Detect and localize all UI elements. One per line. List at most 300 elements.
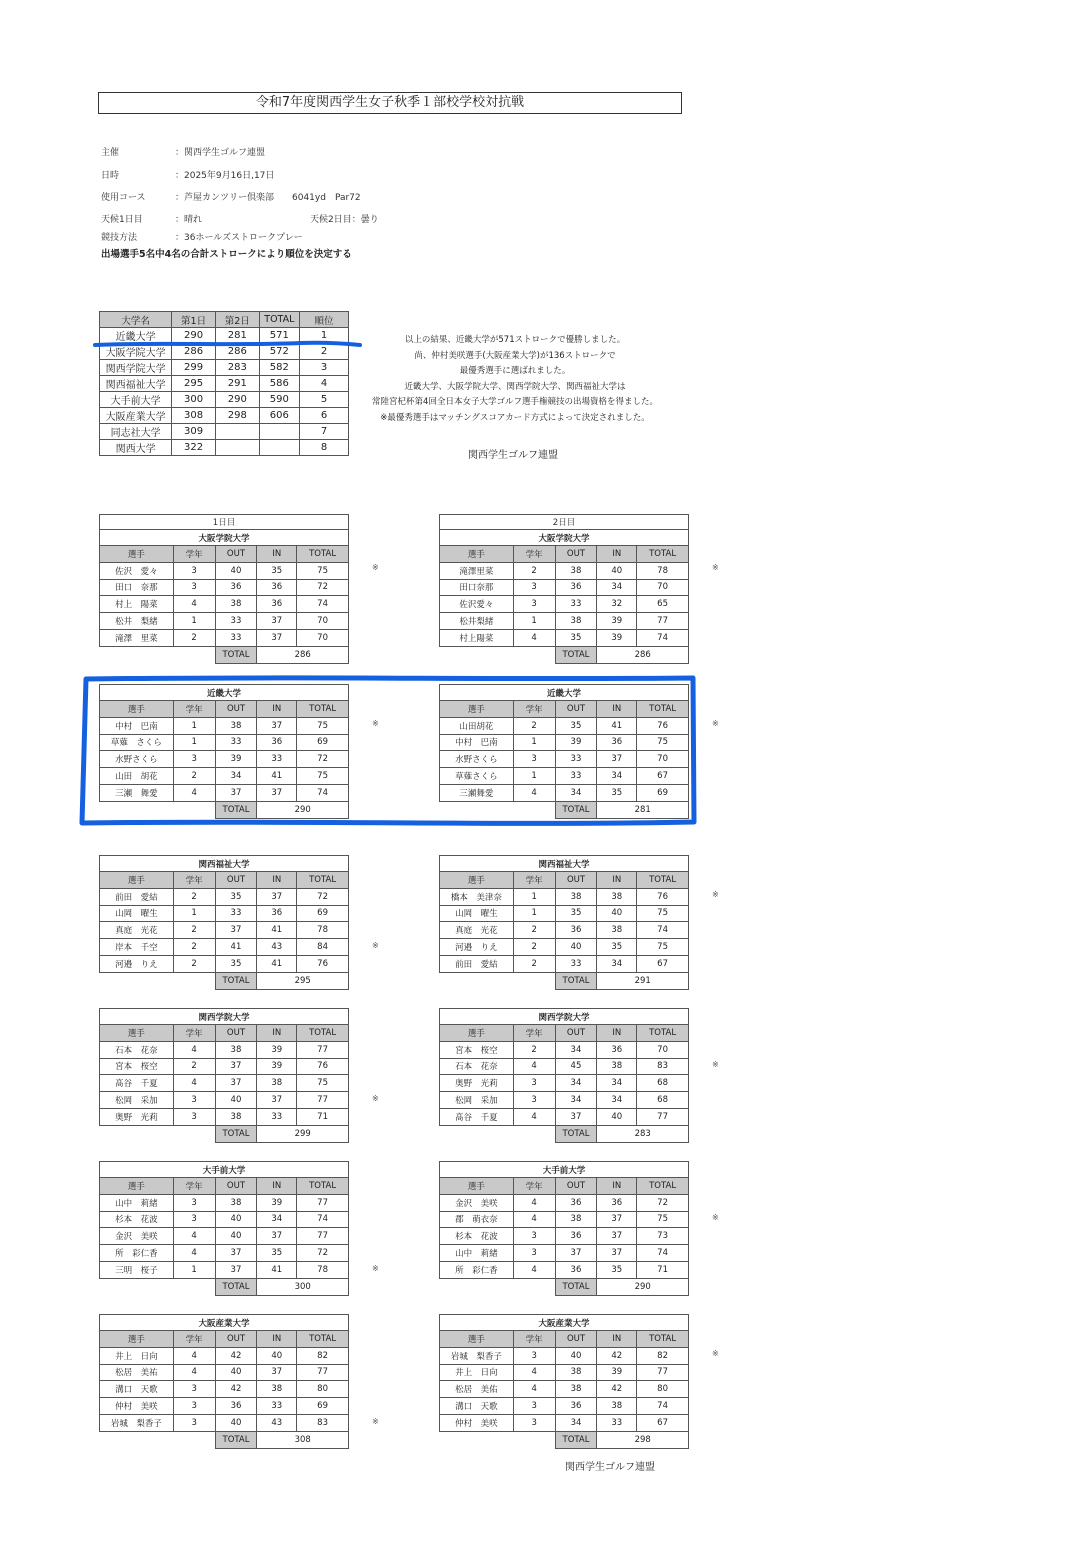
team-total-label: TOTAL [215, 646, 257, 663]
ranking-cell: 2 [300, 344, 349, 360]
score-header-cell: IN [597, 546, 637, 563]
player-cell: 37 [257, 784, 297, 801]
score-header-cell: TOTAL [637, 1178, 689, 1195]
player-cell: 76 [637, 717, 689, 734]
score-header-cell: 選手 [100, 872, 174, 889]
ranking-header-cell: 第2日 [215, 312, 259, 328]
ranking-cell: 7 [300, 424, 349, 440]
player-cell: 83 [297, 1414, 349, 1431]
player-cell: 67 [637, 1414, 689, 1431]
player-cell: 34 [597, 1075, 637, 1092]
player-cell: 40 [215, 1364, 257, 1381]
ranking-cell: 322 [172, 440, 216, 456]
score-header-cell: 学年 [173, 1025, 215, 1042]
player-cell: 髙谷 千夏 [100, 1075, 174, 1092]
team-total-value: 295 [257, 972, 349, 989]
player-cell: 32 [597, 596, 637, 613]
player-cell: 67 [637, 768, 689, 785]
player-cell: 4 [513, 1194, 555, 1211]
player-cell: 髙谷 千夏 [440, 1108, 514, 1125]
info-value: ：関西学生ゴルフ連盟 [175, 148, 266, 158]
player-cell: 河邉 りえ [100, 955, 174, 972]
player-cell: 84 [297, 939, 349, 956]
player-cell: 2 [513, 955, 555, 972]
player-cell: 3 [173, 1108, 215, 1125]
player-cell: 40 [215, 1414, 257, 1431]
player-cell: 43 [257, 1414, 297, 1431]
player-cell: 前田 愛結 [440, 955, 514, 972]
player-cell: 65 [637, 596, 689, 613]
player-cell: 37 [257, 629, 297, 646]
player-cell: 金沢 美咲 [440, 1194, 514, 1211]
result-line: ※最優秀選手はマッチングスコアカード方式によって決定されました。 [380, 412, 650, 423]
excluded-mark: ※ [712, 1349, 719, 1358]
university-name: 大阪産業大学 [100, 1315, 349, 1331]
player-cell: 4 [513, 1108, 555, 1125]
player-cell: 74 [637, 1398, 689, 1415]
player-cell: 前田 愛結 [100, 888, 174, 905]
team-total-value: 281 [597, 801, 689, 818]
player-cell: 40 [555, 1347, 597, 1364]
player-cell: 35 [555, 905, 597, 922]
info-value: ：芦屋カンツリー倶楽部 6041yd Par72 [175, 193, 361, 203]
score-header-cell: 学年 [513, 701, 555, 718]
player-cell: 34 [555, 1075, 597, 1092]
player-cell: 37 [597, 1211, 637, 1228]
score-header-cell: OUT [555, 1331, 597, 1348]
player-cell: 3 [173, 1414, 215, 1431]
player-cell: 4 [173, 1364, 215, 1381]
player-cell: 33 [215, 734, 257, 751]
player-cell: 41 [257, 768, 297, 785]
player-cell: 2 [173, 629, 215, 646]
player-cell: 三瀬 舞愛 [100, 784, 174, 801]
score-header-cell: OUT [215, 546, 257, 563]
player-cell: 42 [215, 1347, 257, 1364]
excluded-mark: ※ [712, 1060, 719, 1069]
player-cell: 所 彩仁香 [440, 1261, 514, 1278]
player-cell: 75 [297, 562, 349, 579]
player-cell: 38 [215, 1108, 257, 1125]
ranking-header-cell: 順位 [300, 312, 349, 328]
ranking-cell: 関西福祉大学 [100, 376, 172, 392]
player-cell: 67 [637, 955, 689, 972]
player-cell: 33 [257, 1108, 297, 1125]
player-cell: 74 [297, 1211, 349, 1228]
team-total-value: 290 [257, 801, 349, 818]
player-cell: 82 [637, 1347, 689, 1364]
excluded-mark: ※ [712, 719, 719, 728]
player-cell: 37 [597, 751, 637, 768]
excluded-mark: ※ [372, 1264, 379, 1273]
player-cell: 38 [555, 613, 597, 630]
player-cell: 74 [297, 784, 349, 801]
ranking-cell: 4 [300, 376, 349, 392]
score-header-cell: OUT [215, 701, 257, 718]
result-line: 以上の結果、近畿大学が571ストロークで優勝しました。 [404, 335, 626, 345]
score-header-cell: 学年 [513, 1331, 555, 1348]
score-header-cell: IN [257, 872, 297, 889]
player-cell: 佐沢 愛々 [100, 562, 174, 579]
player-cell: 37 [257, 1364, 297, 1381]
score-header-cell: OUT [555, 546, 597, 563]
player-cell: 3 [513, 1398, 555, 1415]
result-line: 常陸宮杞杯第4回全日本女子大学ゴルフ選手権競技の出場資格を得ました。 [372, 397, 658, 407]
score-header-cell: TOTAL [637, 701, 689, 718]
player-cell: 38 [257, 1075, 297, 1092]
player-cell: 3 [513, 1075, 555, 1092]
player-cell: 1 [513, 905, 555, 922]
player-cell: 37 [257, 717, 297, 734]
player-cell: 70 [297, 629, 349, 646]
player-cell: 37 [597, 1228, 637, 1245]
player-cell: 40 [215, 1228, 257, 1245]
excluded-mark: ※ [372, 1094, 379, 1103]
player-cell: 38 [215, 1041, 257, 1058]
player-cell: 岩城 梨香子 [100, 1414, 174, 1431]
player-cell: 74 [637, 629, 689, 646]
player-cell: 37 [215, 1245, 257, 1262]
player-cell: 38 [257, 1381, 297, 1398]
player-cell: 38 [597, 1398, 637, 1415]
player-cell: 4 [513, 1261, 555, 1278]
player-cell: 2 [173, 888, 215, 905]
player-cell: 40 [597, 1108, 637, 1125]
ranking-cell: 572 [259, 344, 299, 360]
ranking-cell: 1 [300, 328, 349, 344]
player-cell: 40 [215, 1092, 257, 1109]
player-cell: 2 [173, 955, 215, 972]
excluded-mark: ※ [372, 719, 379, 728]
score-header-cell: OUT [555, 1025, 597, 1042]
score-header-cell: TOTAL [297, 1331, 349, 1348]
ranking-cell: 295 [172, 376, 216, 392]
player-cell: 77 [637, 1364, 689, 1381]
player-cell: 溝口 天歌 [440, 1398, 514, 1415]
player-cell: 40 [215, 562, 257, 579]
decide-rule: 出場選手5名中4名の合計ストロークにより順位を決定する [101, 249, 352, 260]
player-cell: 3 [513, 1092, 555, 1109]
player-cell: 1 [173, 1261, 215, 1278]
player-cell: 70 [637, 579, 689, 596]
score-header-cell: 学年 [513, 1178, 555, 1195]
score-header-cell: 選手 [100, 701, 174, 718]
player-cell: 36 [215, 579, 257, 596]
organizer-signature: 関西学生ゴルフ連盟 [468, 450, 558, 461]
team-total-label: TOTAL [555, 972, 597, 989]
player-cell: 石本 花奈 [440, 1058, 514, 1075]
player-cell: 37 [215, 922, 257, 939]
player-cell: 40 [597, 562, 637, 579]
player-cell: 38 [555, 1211, 597, 1228]
ranking-cell: 290 [215, 392, 259, 408]
score-header-cell: IN [597, 1025, 637, 1042]
info-label: 天候1日目 [101, 215, 143, 225]
player-cell: 2 [173, 768, 215, 785]
player-cell: 4 [513, 629, 555, 646]
player-cell: 36 [257, 734, 297, 751]
player-cell: 三瀬舞愛 [440, 784, 514, 801]
university-name: 大手前大学 [100, 1162, 349, 1178]
score-header-cell: IN [597, 872, 637, 889]
player-cell: 41 [597, 717, 637, 734]
team-total-value: 291 [597, 972, 689, 989]
player-cell: 33 [597, 1414, 637, 1431]
player-cell: 40 [257, 1347, 297, 1364]
team-total-value: 299 [257, 1125, 349, 1142]
player-cell: 39 [257, 1058, 297, 1075]
player-cell: 69 [297, 905, 349, 922]
player-cell: 77 [297, 1364, 349, 1381]
team-total-label: TOTAL [215, 972, 257, 989]
player-cell: 井上 日向 [100, 1347, 174, 1364]
player-cell: 34 [215, 768, 257, 785]
player-cell: 3 [513, 596, 555, 613]
score-header-cell: IN [597, 1178, 637, 1195]
player-cell: 75 [637, 1211, 689, 1228]
player-cell: 2 [513, 717, 555, 734]
player-cell: 35 [597, 939, 637, 956]
score-header-cell: TOTAL [637, 1331, 689, 1348]
player-cell: 74 [637, 922, 689, 939]
score-header-cell: 選手 [100, 1331, 174, 1348]
player-cell: 33 [215, 613, 257, 630]
player-cell: 34 [257, 1211, 297, 1228]
player-cell: 69 [297, 734, 349, 751]
player-cell: 34 [555, 1414, 597, 1431]
university-name: 近畿大学 [440, 685, 689, 701]
player-cell: 72 [297, 1245, 349, 1262]
player-cell: 77 [297, 1092, 349, 1109]
player-cell: 34 [597, 579, 637, 596]
player-cell: 2 [173, 922, 215, 939]
player-cell: 4 [173, 1075, 215, 1092]
winner-underline [95, 343, 360, 345]
player-cell: 井上 日向 [440, 1364, 514, 1381]
score-header-cell: 選手 [440, 546, 514, 563]
score-header-cell: OUT [215, 1025, 257, 1042]
player-cell: 37 [215, 1058, 257, 1075]
university-name: 大阪学院大学 [100, 530, 349, 546]
player-cell: 77 [297, 1228, 349, 1245]
ranking-cell: 5 [300, 392, 349, 408]
score-header-cell: 選手 [440, 701, 514, 718]
player-cell: 3 [173, 1194, 215, 1211]
score-header-cell: 選手 [440, 1025, 514, 1042]
player-cell: 77 [297, 1041, 349, 1058]
player-cell: 36 [597, 1194, 637, 1211]
info-value: ：晴れ 天候2日目：曇り [175, 215, 379, 225]
player-cell: 36 [555, 1194, 597, 1211]
player-cell: 37 [215, 1075, 257, 1092]
team-total-value: 283 [597, 1125, 689, 1142]
player-cell: 68 [637, 1092, 689, 1109]
player-cell: 43 [257, 939, 297, 956]
score-header-cell: IN [257, 546, 297, 563]
player-cell: 72 [297, 888, 349, 905]
player-cell: 75 [637, 734, 689, 751]
player-cell: 36 [257, 579, 297, 596]
player-cell: 41 [257, 1261, 297, 1278]
player-cell: 1 [513, 768, 555, 785]
ranking-cell: 6 [300, 408, 349, 424]
player-cell: 36 [597, 734, 637, 751]
player-cell: 76 [297, 955, 349, 972]
score-header-cell: IN [597, 1331, 637, 1348]
player-cell: 69 [297, 1398, 349, 1415]
ranking-cell: 大手前大学 [100, 392, 172, 408]
score-header-cell: OUT [555, 1178, 597, 1195]
result-line: 最優秀選手に選ばれました。 [459, 366, 571, 376]
ranking-header-cell: TOTAL [259, 312, 299, 328]
player-cell: 38 [597, 1058, 637, 1075]
university-name: 関西福祉大学 [100, 856, 349, 872]
excluded-mark: ※ [372, 563, 379, 572]
score-header-cell: OUT [555, 872, 597, 889]
excluded-mark: ※ [712, 890, 719, 899]
ranking-header-cell: 第1日 [172, 312, 216, 328]
university-name: 近畿大学 [100, 685, 349, 701]
info-label: 競技方法 [101, 233, 138, 243]
player-cell: 36 [555, 579, 597, 596]
player-cell: 33 [555, 751, 597, 768]
player-cell: 4 [513, 1381, 555, 1398]
player-cell: 松井梨緒 [440, 613, 514, 630]
player-cell: 38 [597, 922, 637, 939]
player-cell: 杉本 花波 [440, 1228, 514, 1245]
player-cell: 39 [257, 1194, 297, 1211]
ranking-cell: 大阪産業大学 [100, 408, 172, 424]
info-label: 主催 [101, 148, 120, 158]
player-cell: 39 [257, 1041, 297, 1058]
organizer-signature-bottom: 関西学生ゴルフ連盟 [565, 1462, 655, 1473]
player-cell: 37 [555, 1108, 597, 1125]
university-name: 関西学院大学 [100, 1009, 349, 1025]
team-total-label: TOTAL [555, 1278, 597, 1295]
player-cell: 1 [173, 613, 215, 630]
score-header-cell: 学年 [173, 1331, 215, 1348]
player-cell: 1 [513, 613, 555, 630]
player-cell: 35 [555, 629, 597, 646]
player-cell: 78 [637, 562, 689, 579]
ranking-cell: 283 [215, 360, 259, 376]
player-cell: 35 [597, 784, 637, 801]
player-cell: 溝口 天歌 [100, 1381, 174, 1398]
player-cell: 4 [173, 1245, 215, 1262]
player-cell: 4 [173, 1347, 215, 1364]
player-cell: 3 [513, 579, 555, 596]
player-cell: 77 [637, 613, 689, 630]
player-cell: 松井 梨緒 [100, 613, 174, 630]
player-cell: 34 [555, 1041, 597, 1058]
player-cell: 2 [173, 939, 215, 956]
ranking-cell: 582 [259, 360, 299, 376]
player-cell: 橋本 美津奈 [440, 888, 514, 905]
score-header-cell: IN [257, 701, 297, 718]
player-cell: 山中 莉緒 [100, 1194, 174, 1211]
excluded-mark: ※ [372, 1417, 379, 1426]
player-cell: 39 [555, 734, 597, 751]
player-cell: 37 [555, 1245, 597, 1262]
ranking-cell: 290 [172, 328, 216, 344]
player-cell: 80 [637, 1381, 689, 1398]
score-header-cell: 選手 [440, 872, 514, 889]
player-cell: 70 [637, 1041, 689, 1058]
score-header-cell: TOTAL [297, 701, 349, 718]
info-label: 日時 [101, 171, 120, 181]
player-cell: 78 [297, 922, 349, 939]
university-name: 大阪学院大学 [440, 530, 689, 546]
ranking-cell: 298 [215, 408, 259, 424]
player-cell: 2 [173, 1058, 215, 1075]
score-header-cell: IN [257, 1025, 297, 1042]
player-cell: 37 [215, 1261, 257, 1278]
player-cell: 松岡 采加 [440, 1092, 514, 1109]
player-cell: 38 [555, 1381, 597, 1398]
player-cell: 37 [257, 1092, 297, 1109]
player-cell: 4 [173, 1041, 215, 1058]
day-label: 2日目 [440, 515, 689, 530]
score-header-cell: 学年 [173, 872, 215, 889]
player-cell: 42 [215, 1381, 257, 1398]
player-cell: 宮本 桜空 [100, 1058, 174, 1075]
player-cell: 41 [215, 939, 257, 956]
ranking-cell: 300 [172, 392, 216, 408]
score-header-cell: OUT [555, 701, 597, 718]
player-cell: 4 [513, 784, 555, 801]
player-cell: 70 [637, 751, 689, 768]
player-cell: 3 [173, 1381, 215, 1398]
player-cell: 3 [173, 1398, 215, 1415]
player-cell: 3 [513, 1414, 555, 1431]
player-cell: 75 [297, 717, 349, 734]
player-cell: 中村 巴南 [100, 717, 174, 734]
player-cell: 35 [257, 1245, 297, 1262]
player-cell: 4 [513, 1364, 555, 1381]
ranking-cell: 281 [215, 328, 259, 344]
player-cell: 仲村 美咲 [100, 1398, 174, 1415]
player-cell: 山田 胡花 [100, 768, 174, 785]
player-cell: 松居 美佑 [440, 1381, 514, 1398]
player-cell: 中村 巴南 [440, 734, 514, 751]
player-cell: 40 [215, 1211, 257, 1228]
player-cell: 38 [215, 596, 257, 613]
result-line: 近畿大学、大阪学院大学、関西学院大学、関西福祉大学は [404, 381, 626, 392]
player-cell: 4 [173, 596, 215, 613]
score-header-cell: 学年 [173, 1178, 215, 1195]
result-line: 尚、仲村美咲選手(大阪産業大学)が136ストロークで [414, 350, 616, 361]
player-cell: 岩城 梨香子 [440, 1347, 514, 1364]
winner-box-outline [82, 678, 694, 824]
player-cell: 72 [637, 1194, 689, 1211]
player-cell: 岸本 千空 [100, 939, 174, 956]
player-cell: 34 [555, 1092, 597, 1109]
player-cell: 奥野 光莉 [440, 1075, 514, 1092]
player-cell: 4 [513, 1058, 555, 1075]
player-cell: 33 [215, 905, 257, 922]
player-cell: 山岡 曜生 [100, 905, 174, 922]
player-cell: 37 [597, 1245, 637, 1262]
ranking-cell: 571 [259, 328, 299, 344]
score-header-cell: TOTAL [637, 872, 689, 889]
player-cell: 田口 奈那 [100, 579, 174, 596]
score-header-cell: OUT [215, 1331, 257, 1348]
player-cell: 36 [215, 1398, 257, 1415]
ranking-cell: 308 [172, 408, 216, 424]
player-cell: 山田胡花 [440, 717, 514, 734]
ranking-header-cell: 大学名 [100, 312, 172, 328]
score-header-cell: 学年 [513, 546, 555, 563]
